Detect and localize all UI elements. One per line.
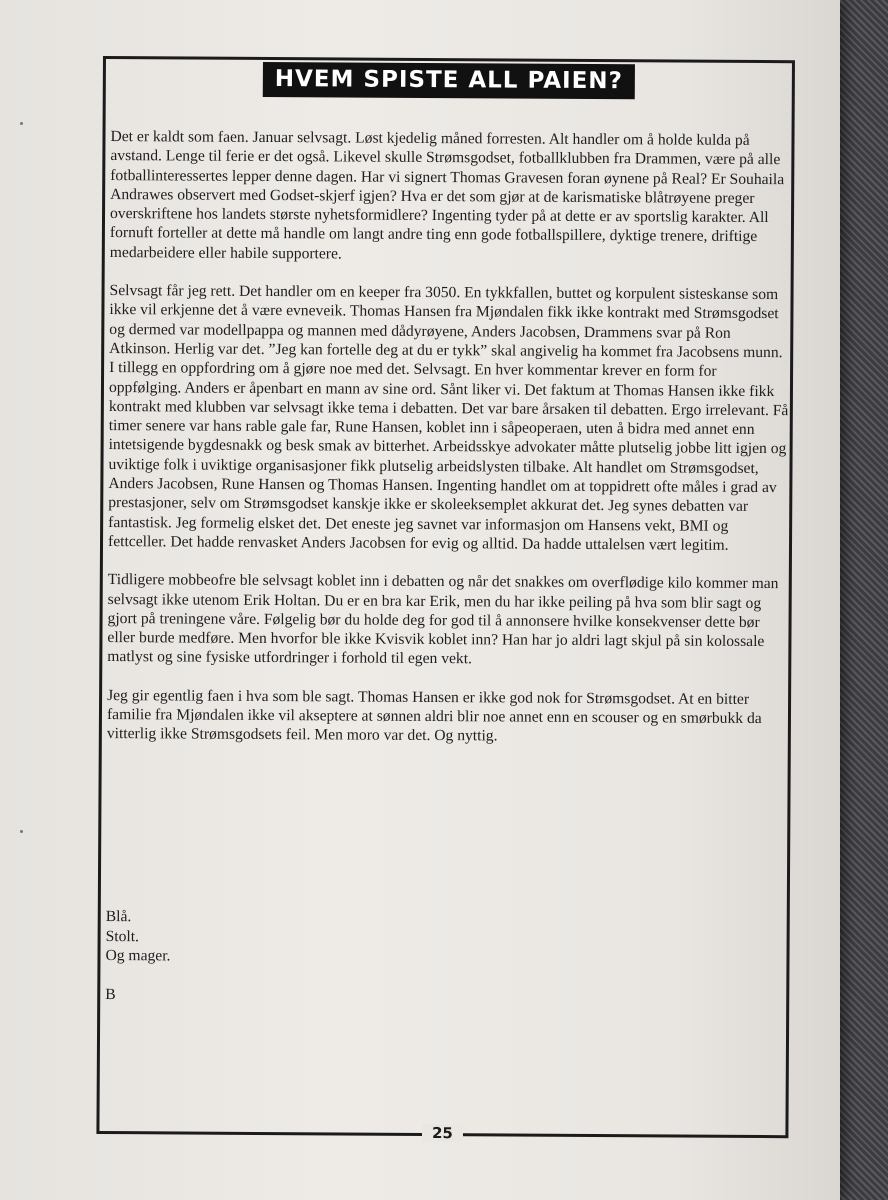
page-mark-dot bbox=[20, 830, 23, 833]
signoff-block bbox=[105, 907, 171, 1004]
article-title: HVEM SPISTE ALL PAIEN? bbox=[265, 64, 633, 97]
signoff-line-2: Stolt. bbox=[105, 927, 140, 945]
article-frame bbox=[96, 56, 795, 1143]
page-footer bbox=[96, 1124, 788, 1143]
paragraph-4: Jeg gir egentlig faen i hva som ble sagt. Thomas Hansen er ikke god nok for Strømsgodset. At en bitter familie fra Mjøndalen ikke vil akseptere at sønnen aldri blir noe annet enn en scouser og en smørbukk da vitterlig ikke Strømsgodsets feil. Men moro var det. Og nyttig. bbox=[106, 686, 762, 745]
paragraph-1: Det er kaldt som faen. Januar selvsagt. Løst kjedelig måned forresten. Alt handler om å holde kulda på avstand. Lenge til ferie er det også. Likevel skulle Strømsgodset, fotballklubben fra Drammen, være på alle fotballinteressertes lepper denne dagen. Har vi signert Thomas Gravesen foran øynene på Real? Er Souhaila Andrawes observert med Godset-skjerf igjen? Hva er det som gjør at de karismatiske blåtrøyene preger overskriftene hos landets største nyhetsformidlere? Ingenting tyder på at dette er av sportslig karakter. All fornuft forteller at dette må handle om langt andre ting enn gode fotballspillere, dyktige trenere, driftige medarbeidere eller habile supportere. bbox=[109, 128, 785, 263]
page-mark-dot bbox=[20, 122, 23, 125]
paragraph-3: Tidligere mobbeofre ble selvsagt koblet inn i debatten og når det snakkes om overflødige kilo kommer man selvsagt ikke utenom Erik Holtan. Du er en bra kar Erik, men du har ikke peiling på hva som blir sagt og gjort på treningene våre. Følgelig bør du holde deg for god til å annonsere hvilke konsekvenser dette bør eller burde medføre. Men hvorfor ble ikke Kvisvik koblet inn? Han har jo aldri lagt skjul på sin kolossale matlyst og sine fysiske utfordringer i forhold til egen vekt. bbox=[107, 571, 779, 668]
paragraph-2: Selvsagt får jeg rett. Det handler om en keeper fra 3050. En tykkfallen, buttet og korpulent sisteskanse som ikke vil erkjenne det å være evneveik. Thomas Hansen fra Mjøndalen fikk ikke kontrakt med Strømsgodset og dermed var modellpappa og mannen med dådyrøyene, Anders Jacobsen, Drammens svar på Ron Atkinson. Herlig var det. ”Jeg kan fortelle deg at du er tykk” skal angivelig ha kommet fra Jacobsens munn. I tillegg en oppfordring om å gjøre noe med det. Selvsagt. En hver kommentar krever en form for oppfølging. Anders er åpenbart en mann av sine ord. Sånt liker vi. Det faktum at Thomas Hansen ikke fikk kontrakt med klubben var selvsagt ikke tema i debatten. Det var bare årsaken til debatten. Ergo irrelevant. Få timer senere var hans rable gale far, Rune Hansen, koblet inn i såpeoperaen, uten å bidra med annet enn intetsigende bygdesnakk og besk smak av bitterhet. Arbeidsskye advokater måtte plutselig jobbe litt igjen og uviktige folk i uviktige organisasjoner fikk plutselig arbeidslysten tilbake. Alt handlet om Strømsgodset, Anders Jacobsen, Rune Hansen og Thomas Hansen. Ingenting handlet om at toppidrett ofte måles i grad av prestasjoner, selv om Strømsgodset kanskje ikke er skoleeksemplet akkurat det. Jeg synes debatten var fantastisk. Jeg formelig elsket det. Det eneste jeg savnet var informasjon om Hansens vekt, BMI og fettceller. Det hadde renvasket Anders Jacobsen for evig og alltid. Da hadde uttalelsen vært legitim. bbox=[107, 282, 789, 554]
signature: B bbox=[105, 985, 116, 1003]
article-body bbox=[107, 127, 793, 767]
page-number: 25 bbox=[422, 1124, 463, 1142]
signoff-line-3: Og mager. bbox=[105, 947, 171, 965]
signoff-line-1: Blå. bbox=[105, 908, 132, 926]
title-container bbox=[106, 63, 792, 98]
